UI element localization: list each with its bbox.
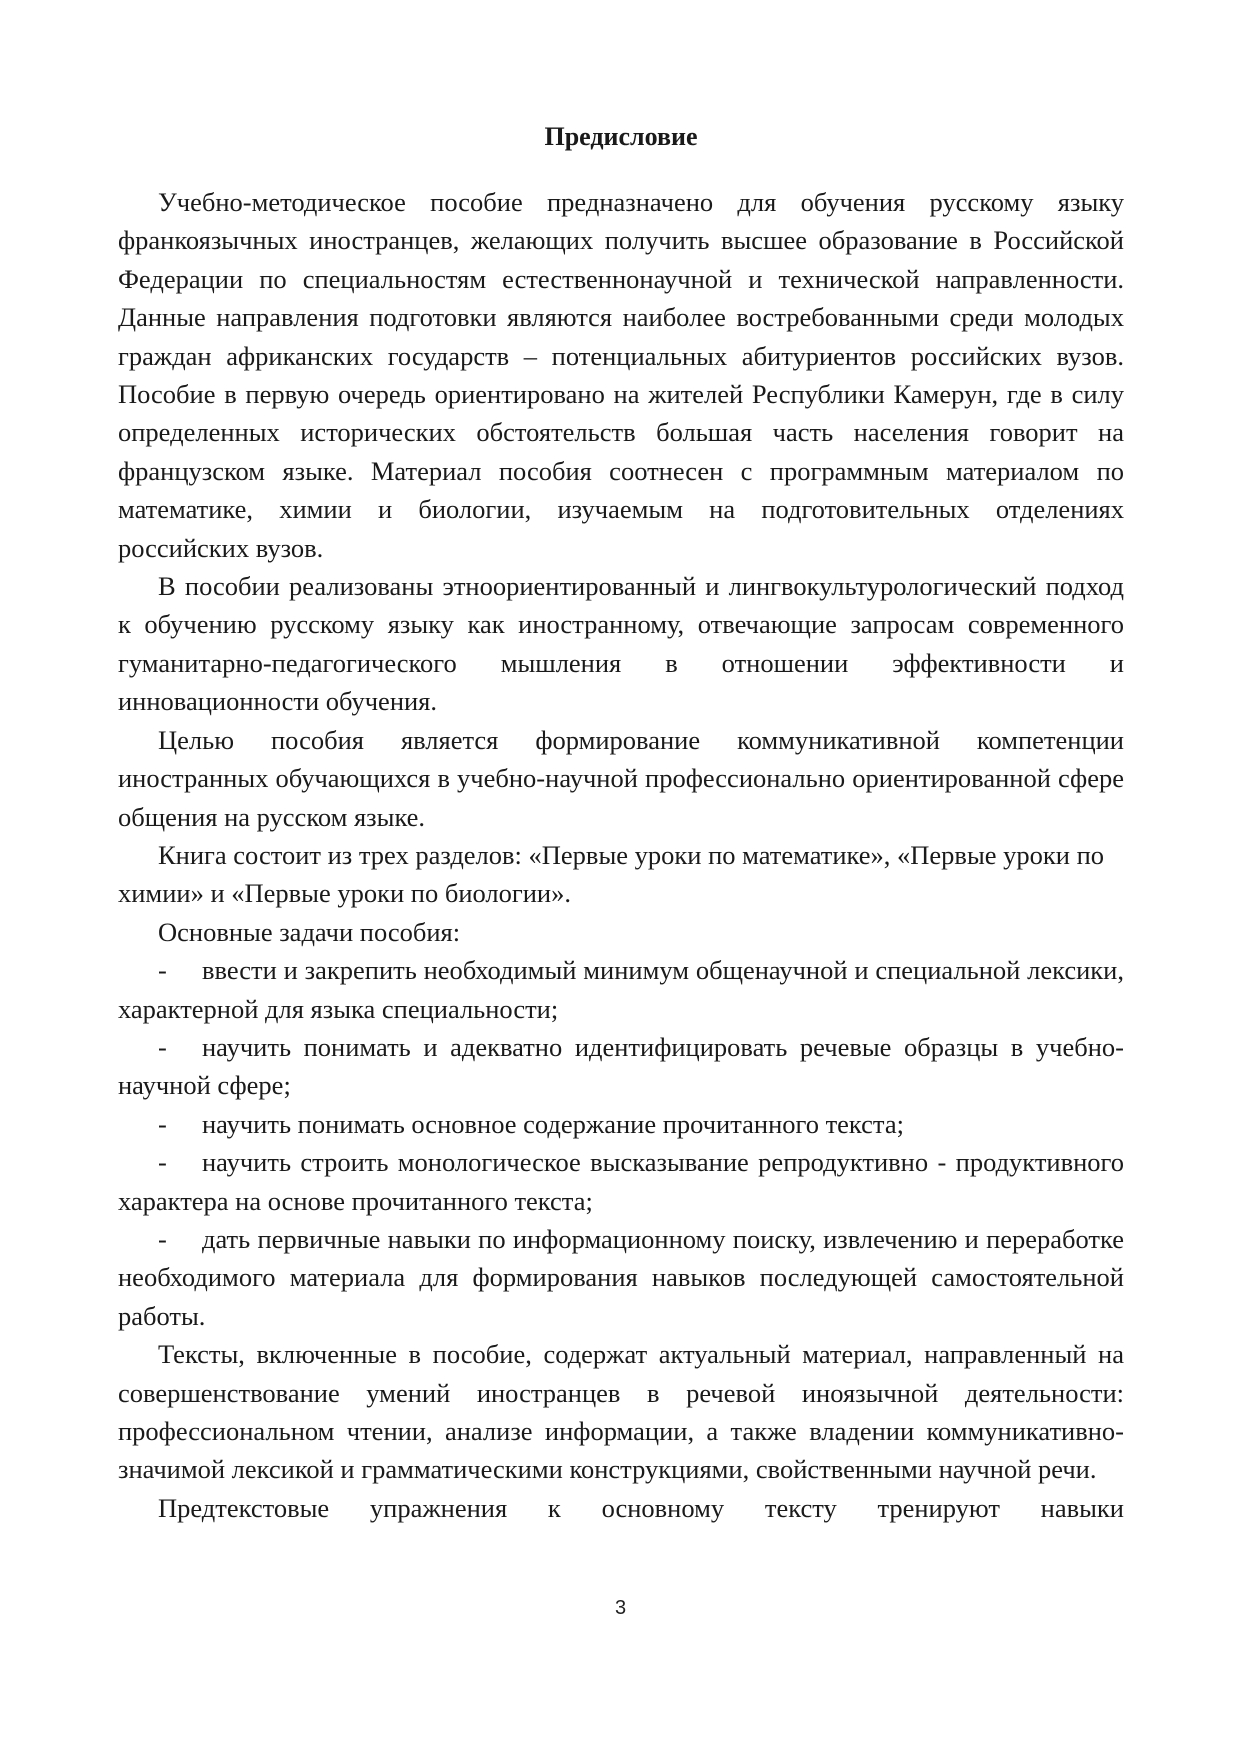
paragraph-sections: Книга состоит из трех разделов: «Первые уроки по математике», «Первые уроки по химии» и «Первые уроки по биологии». — [118, 839, 1105, 909]
paragraph-approach: В пособии реализованы этноориентированный и лингвокультурологический подход к обучению русскому языку как иностранному, отвечающие запросам современного гуманитарно-педагогического мышления в отношении эффективности и инновационности обучения. — [118, 571, 1124, 717]
list-item-text: научить строить монологическое высказывание репродуктивно - продуктивного характера на основе прочитанного текста; — [118, 1147, 1124, 1216]
list-item — [118, 951, 1124, 1028]
paragraph-texts: Тексты, включенные в пособие, содержат актуальный материал, направленный на совершенствование умений иностранцев в речевой иноязычной деятельности: профессиональном чтении, анализе информации, а также владении коммуникативно-значимой лексикой и грамматическими конструкциями, свойственными научной речи. — [118, 1339, 1124, 1485]
list-marker: - — [158, 1223, 167, 1254]
paragraph-goal: Целью пособия является формирование коммуникативной компетенции иностранных обучающихся в учебно-научной профессионально ориентированной сфере общения на русском языке. — [118, 724, 1124, 832]
list-item-text: ввести и закрепить необходимый минимум общенаучной и специальной лексики, характерной для языка специальности; — [118, 955, 1124, 1024]
list-marker: - — [158, 955, 167, 986]
list-item-text: дать первичные навыки по информационному поиску, извлечению и переработке необходимого материала для формирования навыков последующей самостоятельной работы. — [118, 1223, 1124, 1331]
paragraph-pretext-exercises: Предтекстовые упражнения к основному тексту тренируют навыки — [158, 1492, 1124, 1523]
list-item-text: научить понимать и адекватно идентифицировать речевые образцы в учебно-научной сфере; — [118, 1031, 1124, 1101]
list-item — [118, 1105, 1124, 1143]
list-item — [118, 1220, 1124, 1335]
paragraph-purpose: Учебно-методическое пособие предназначено для обучения русскому языку франкоязычных иностранцев, желающих получить высшее образование в Российской Федерации по специальностям естественнонаучной и технической направленности. Данные направления подготовки являются наиболее востребованными среди молодых граждан африканских государств – потенциальных абитуриентов российских вузов. Пособие в первую очередь ориентировано на жителей Республики Камерун, где в силу определенных исторических обстоятельств большая часть населения говорит на французском языке. Материал пособия соотнесен с программным материалом по математике, химии и биологии, изучаемым на подготовительных отделениях российских вузов. — [118, 187, 1124, 563]
list-item — [118, 1028, 1124, 1105]
list-item-text: научить понимать основное содержание прочитанного текста; — [202, 1108, 904, 1139]
list-marker: - — [158, 1147, 167, 1178]
list-marker: - — [158, 1031, 167, 1062]
tasks-list — [118, 951, 1124, 1335]
paragraph-tasks-intro: Основные задачи пособия: — [158, 916, 461, 947]
page-title: Предисловие — [544, 122, 698, 151]
list-item — [118, 1143, 1124, 1220]
document-page — [118, 116, 1124, 1527]
page-number: 3 — [614, 1597, 627, 1619]
list-marker: - — [158, 1108, 167, 1139]
